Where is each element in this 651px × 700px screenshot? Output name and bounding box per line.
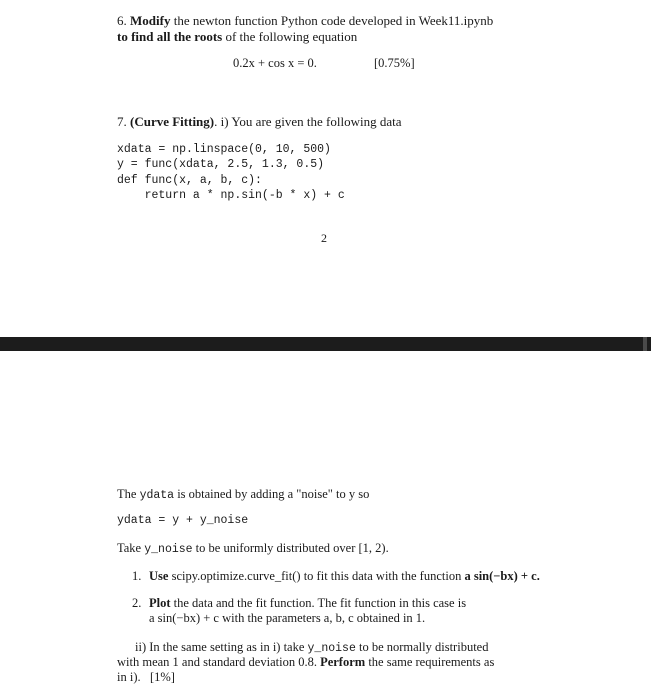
q7-bold-title: (Curve Fitting)	[130, 114, 215, 129]
take-text-2: to be uniformly distributed over [1, 2).	[192, 541, 389, 555]
q6-marks: [0.75%]	[374, 56, 415, 70]
take-text-1: Take	[117, 541, 145, 555]
item-1-number: 1.	[132, 569, 142, 583]
q7-line1	[117, 114, 402, 130]
ii-bold: Perform	[320, 655, 366, 669]
ii-text-2: to be normally distributed	[355, 640, 489, 654]
q7-intro: . i) You are given the following data	[214, 114, 402, 129]
ii-text-1: ii) In the same setting as in i) take	[135, 640, 308, 654]
q6-equation: 0.2x + cos x = 0.	[233, 56, 317, 70]
q7-code-line-4: return a * np.sin(-b * x) + c	[117, 189, 345, 202]
item-2-line-2: a sin(−bx) + c with the parameters a, b, c obtained in 1.	[149, 611, 426, 625]
page-number: 2	[321, 231, 327, 245]
take-sentence	[117, 541, 389, 556]
q6-bold-modify: Modify	[130, 13, 171, 28]
q6-text-2: of the following equation	[225, 29, 358, 44]
ii-line-2	[117, 655, 494, 670]
ii-text-4: the same requirements as	[365, 655, 495, 669]
item-1-text: scipy.optimize.curve_fit() to fit this data with the function	[168, 569, 465, 583]
item-2-bold: Plot	[149, 596, 171, 610]
q6-line1	[117, 13, 493, 29]
item-2-number: 2.	[132, 596, 142, 610]
ydata-text-1: The	[117, 487, 140, 501]
ii-line-1	[135, 640, 488, 655]
page-divider	[0, 337, 651, 351]
item-2-line-1	[149, 596, 466, 611]
item-1	[149, 569, 540, 584]
q6-line2	[117, 29, 357, 45]
ii-text-5: in i).	[117, 670, 141, 684]
item-2-text-1: the data and the fit function. The fit function in this case is	[170, 596, 467, 610]
ii-mono: y_noise	[307, 642, 356, 655]
q7-code-line-3: def func(x, a, b, c):	[117, 174, 262, 187]
ii-line-3	[117, 670, 175, 685]
q6-number: 6.	[117, 13, 127, 28]
take-mono: y_noise	[144, 543, 193, 556]
ydata-mono: ydata	[139, 489, 175, 502]
q6-bold-roots: to find all the roots	[117, 29, 223, 44]
q7-code-line-2: y = func(xdata, 2.5, 1.3, 0.5)	[117, 158, 325, 171]
ydata-sentence	[117, 487, 369, 502]
q6-text-1: the newton function Python code developed in Week11.ipynb	[173, 13, 494, 28]
ydata-code: ydata = y + y_noise	[117, 514, 249, 527]
item-1-math: a sin(−bx) + c.	[464, 569, 540, 583]
ydata-text-2: is obtained by adding a "noise" to y so	[174, 487, 370, 501]
item-1-bold: Use	[149, 569, 169, 583]
ii-text-3: with mean 1 and standard deviation 0.8.	[117, 655, 321, 669]
ii-marks: [1%]	[149, 670, 175, 684]
page-divider-tick	[643, 337, 647, 351]
q7-code-line-1: xdata = np.linspace(0, 10, 500)	[117, 143, 331, 156]
q7-number: 7.	[117, 114, 127, 129]
